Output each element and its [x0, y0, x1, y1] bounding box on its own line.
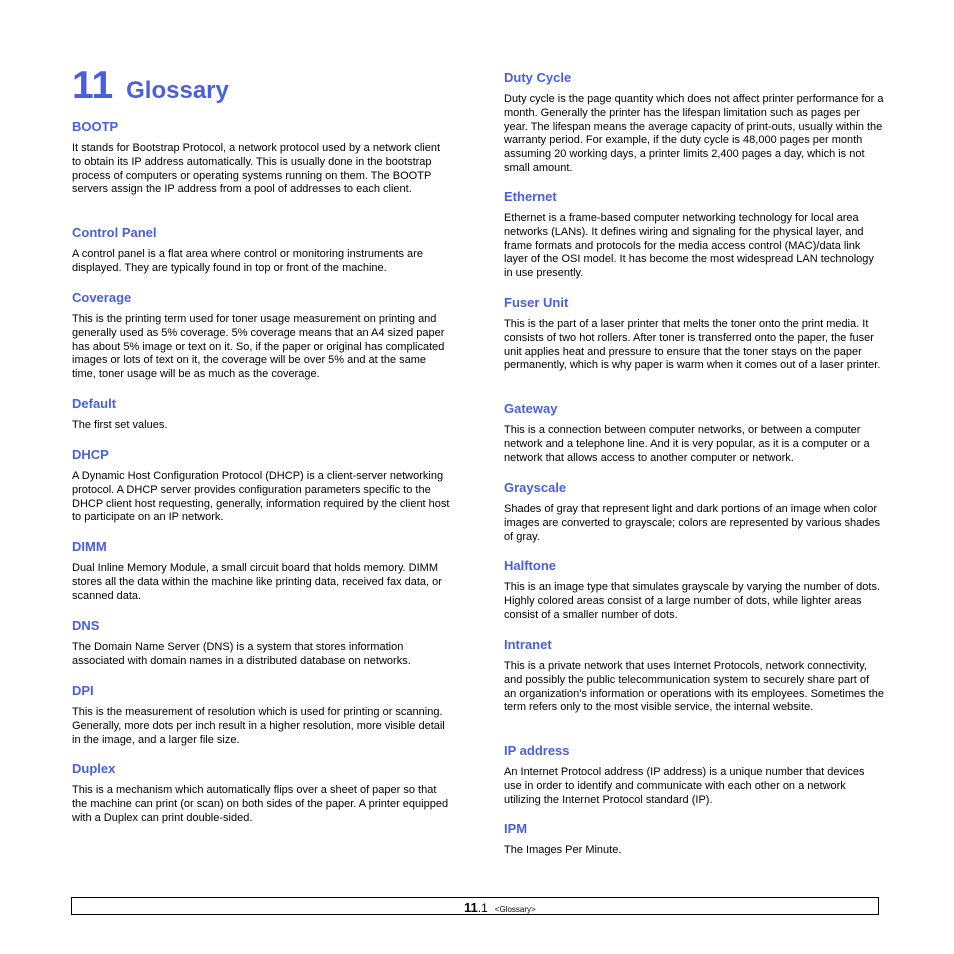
page-number-major: 11 [464, 900, 478, 915]
glossary-definition-halftone: This is an image type that simulates grayscale by varying the number of dots. Highly colored areas consist of a large number of dots, while lighter areas consist of a smaller number of dots. [504, 581, 881, 621]
glossary-definition-dpi: This is the measurement of resolution which is used for printing or scanning. Generally, more dots per inch result in a higher resolution, more visible detail in the image, and a larger file size. [72, 706, 445, 746]
glossary-definition-fuser-unit: This is the part of a laser printer that melts the toner onto the print media. It consists of two hot rollers. After toner is transferred onto the paper, the fuser unit applies heat and pressure to ensure that the toner stays on the paper permanently, which is why paper is warm when it comes out of a laser printer. [504, 318, 881, 372]
page-footer [71, 897, 879, 915]
glossary-term-gateway: Gateway [504, 401, 558, 416]
glossary-term-dhcp: DHCP [72, 447, 109, 462]
glossary-definition-dhcp: A Dynamic Host Configuration Protocol (DHCP) is a client-server networking protocol. A DHCP server provides configuration parameters specific to the DHCP client host requesting, generally, information required by the client host to participate on an IP network. [72, 470, 450, 524]
glossary-term-control-panel: Control Panel [72, 225, 157, 240]
glossary-term-ip-address: IP address [504, 743, 570, 758]
chapter-title: Glossary [126, 77, 229, 104]
glossary-definition-coverage: This is the printing term used for toner usage measurement on printing and generally used as 5% coverage. 5% coverage means that an A4 sized paper has about 5% image or text on it. So, if the paper or original has complicated images or lots of text on it, the coverage will be over 5% and at the same time, toner usage will be as much as the coverage. [72, 313, 445, 381]
glossary-definition-dimm: Dual Inline Memory Module, a small circuit board that holds memory. DIMM stores all the data within the machine like printing data, received fax data, or scanned data. [72, 562, 442, 602]
glossary-term-halftone: Halftone [504, 558, 556, 573]
glossary-definition-default: The first set values. [72, 419, 168, 431]
glossary-definition-grayscale: Shades of gray that represent light and dark portions of an image when color images are converted to grayscale; colors are represented by various shades of gray. [504, 503, 881, 543]
glossary-term-fuser-unit: Fuser Unit [504, 295, 569, 310]
footer-page-info [464, 899, 536, 917]
glossary-term-dns: DNS [72, 618, 100, 633]
chapter-heading [72, 64, 229, 108]
glossary-term-duty-cycle: Duty Cycle [504, 70, 572, 85]
glossary-definition-control-panel: A control panel is a flat area where control or monitoring instruments are displayed. They are typically found in top or front of the machine. [72, 248, 423, 274]
glossary-term-bootp: BOOTP [72, 119, 119, 134]
glossary-definition-ipm: The Images Per Minute. [504, 844, 622, 856]
glossary-definition-dns: The Domain Name Server (DNS) is a system that stores information associated with domain names in a distributed database on networks. [72, 641, 411, 667]
glossary-term-grayscale: Grayscale [504, 480, 567, 495]
glossary-term-intranet: Intranet [504, 637, 552, 652]
glossary-term-ethernet: Ethernet [504, 189, 557, 204]
chapter-number: 11 [72, 64, 114, 107]
glossary-definition-duty-cycle: Duty cycle is the page quantity which does not affect printer performance for a month. Generally the printer has the lifespan limitation such as pages per year. The lifespan means the average capacity of print-outs, usually within the warranty period. For example, if the duty cycle is 48,000 pages per month assuming 20 working days, a printer limits 2,400 pages a day, which is not small amount. [504, 93, 884, 174]
glossary-term-dimm: DIMM [72, 539, 107, 554]
glossary-definition-bootp: It stands for Bootstrap Protocol, a network protocol used by a network client to obtain its IP address automatically. This is usually done in the bootstrap process of computers or operating systems running on them. The BOOTP servers assign the IP address from a pool of addresses to each client. [72, 142, 441, 196]
glossary-definition-gateway: This is a connection between computer networks, or between a computer network and a telephone line. And it is very popular, as it is a computer or a network that allows access to another computer or network. [504, 424, 870, 464]
footer-section-label: <Glossary> [494, 905, 536, 914]
glossary-definition-duplex: This is a mechanism which automatically flips over a sheet of paper so that the machine can print (or scan) on both sides of the paper. A printer equipped with a Duplex can print double-sided. [72, 784, 449, 824]
glossary-term-coverage: Coverage [72, 290, 132, 305]
glossary-definition-ethernet: Ethernet is a frame-based computer networking technology for local area networks (LANs). It defines wiring and signaling for the physical layer, and frame formats and protocols for the media access control (MAC)/data link layer of the OSI model. It has become the most widespread LAN technology in use presently. [504, 212, 874, 280]
glossary-term-dpi: DPI [72, 683, 94, 698]
glossary-term-duplex: Duplex [72, 761, 116, 776]
page-number-minor: .1 [477, 901, 488, 915]
glossary-term-ipm: IPM [504, 821, 528, 836]
glossary-term-default: Default [72, 396, 117, 411]
glossary-definition-intranet: This is a private network that uses Internet Protocols, network connectivity, and possibly the public telecommunication system to securely share part of an organization's information or operations with its employees. Sometimes the term refers only to the most visible service, the internal website. [504, 660, 884, 714]
glossary-definition-ip-address: An Internet Protocol address (IP address) is a unique number that devices use in order to identify and communicate with each other on a network utilizing the Internet Protocol standard (IP). [504, 766, 865, 806]
